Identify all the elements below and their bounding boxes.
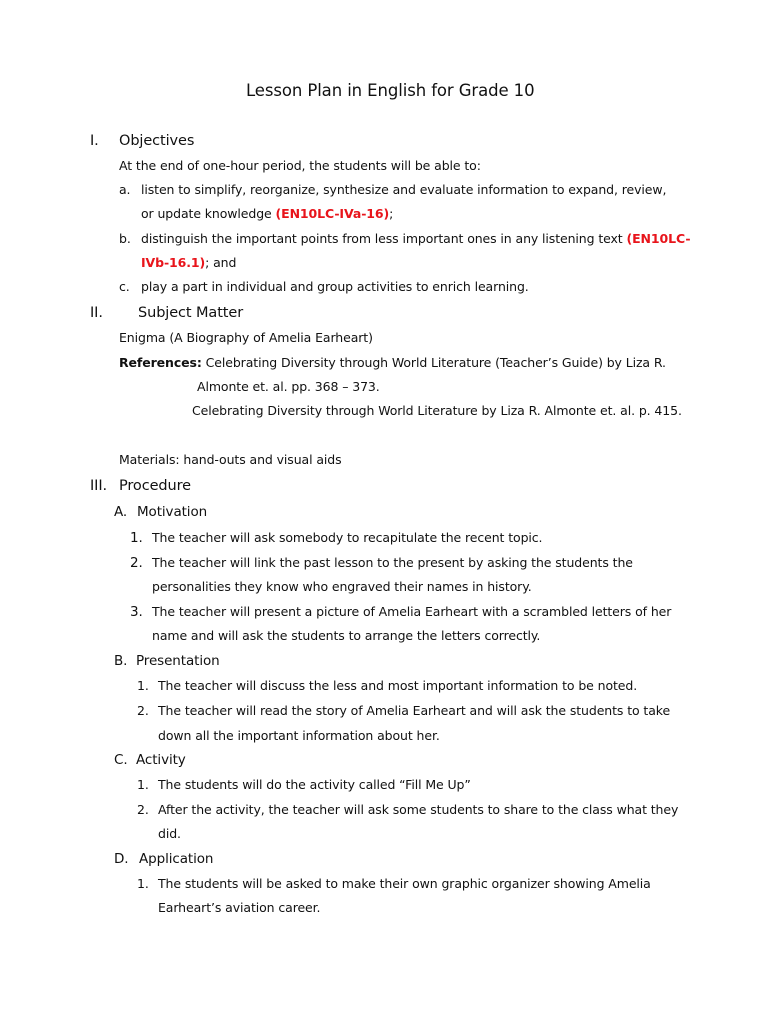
section-numeral-subject-matter: II.	[90, 305, 103, 321]
objective-c-text: play a part in individual and group activities to enrich learning.	[141, 279, 529, 294]
list-item-text: The students will be asked to make their own graphic organizer showing Amelia	[158, 876, 651, 891]
list-item-text: Earheart’s aviation career.	[158, 900, 321, 915]
objective-a-line1: listen to simplify, reorganize, synthesize and evaluate information to expand, review,	[141, 182, 667, 197]
competency-code: (EN10LC-IVa-16)	[275, 206, 390, 221]
list-item-text: The teacher will link the past lesson to the present by asking the students the	[152, 555, 633, 570]
list-item-text: The teacher will read the story of Amelia Earheart and will ask the students to take	[158, 703, 671, 718]
references-line1: References: Celebrating Diversity through World Literature (Teacher’s Guide) by Liza R.	[119, 355, 666, 370]
list-number: 1.	[137, 777, 149, 792]
subsection-letter-application: D.	[114, 851, 129, 867]
list-item-text: name and will ask the students to arrange the letters correctly.	[152, 628, 541, 643]
competency-code: IVb-16.1)	[141, 255, 206, 270]
materials: Materials: hand-outs and visual aids	[119, 452, 342, 467]
list-number: 1.	[137, 678, 149, 693]
section-heading-procedure: Procedure	[119, 478, 191, 494]
list-item-text: The teacher will ask somebody to recapitulate the recent topic.	[152, 530, 543, 545]
list-item-text: After the activity, the teacher will ask some students to share to the class what they	[158, 802, 679, 817]
subsection-letter-activity: C.	[114, 752, 128, 768]
reference-2: Celebrating Diversity through World Literature by Liza R. Almonte et. al. p. 415.	[192, 403, 682, 418]
competency-code: (EN10LC-	[626, 231, 691, 246]
list-number: 2.	[137, 703, 149, 718]
list-item-text: down all the important information about her.	[158, 728, 440, 743]
objective-a-line2: or update knowledge (EN10LC-IVa-16);	[141, 206, 394, 221]
references-line2: Almonte et. al. pp. 368 – 373.	[197, 379, 380, 394]
objective-marker-b: b.	[119, 231, 131, 246]
subsection-heading-presentation: Presentation	[136, 653, 220, 669]
list-number: 2.	[137, 802, 149, 817]
list-item-text: The teacher will present a picture of Amelia Earheart with a scrambled letters of her	[152, 604, 672, 619]
section-numeral-objectives: I.	[90, 133, 99, 149]
subsection-letter-presentation: B.	[114, 653, 128, 669]
objectives-intro: At the end of one-hour period, the students will be able to:	[119, 158, 481, 173]
page-title: Lesson Plan in English for Grade 10	[246, 81, 535, 100]
objective-marker-a: a.	[119, 182, 131, 197]
section-heading-objectives: Objectives	[119, 133, 195, 149]
objective-b-line2: IVb-16.1); and	[141, 255, 237, 270]
subsection-heading-motivation: Motivation	[137, 504, 208, 520]
subsection-letter-motivation: A.	[114, 504, 128, 520]
subsection-heading-activity: Activity	[136, 752, 186, 768]
references-label: References:	[119, 355, 202, 370]
objective-b-line1: distinguish the important points from less important ones in any listening text (EN10LC-	[141, 231, 691, 246]
list-item-text: personalities they know who engraved their names in history.	[152, 579, 532, 594]
subject-topic: Enigma (A Biography of Amelia Earheart)	[119, 330, 373, 345]
section-heading-subject-matter: Subject Matter	[138, 305, 244, 321]
list-number: 2.	[130, 555, 143, 571]
subsection-heading-application: Application	[139, 851, 214, 867]
list-number: 1.	[137, 876, 149, 891]
objective-marker-c: c.	[119, 279, 130, 294]
list-item-text: did.	[158, 826, 181, 841]
section-numeral-procedure: III.	[90, 478, 108, 494]
list-item-text: The students will do the activity called “Fill Me Up”	[158, 777, 471, 792]
list-item-text: The teacher will discuss the less and most important information to be noted.	[158, 678, 638, 693]
list-number: 1.	[130, 530, 143, 546]
list-number: 3.	[130, 604, 143, 620]
